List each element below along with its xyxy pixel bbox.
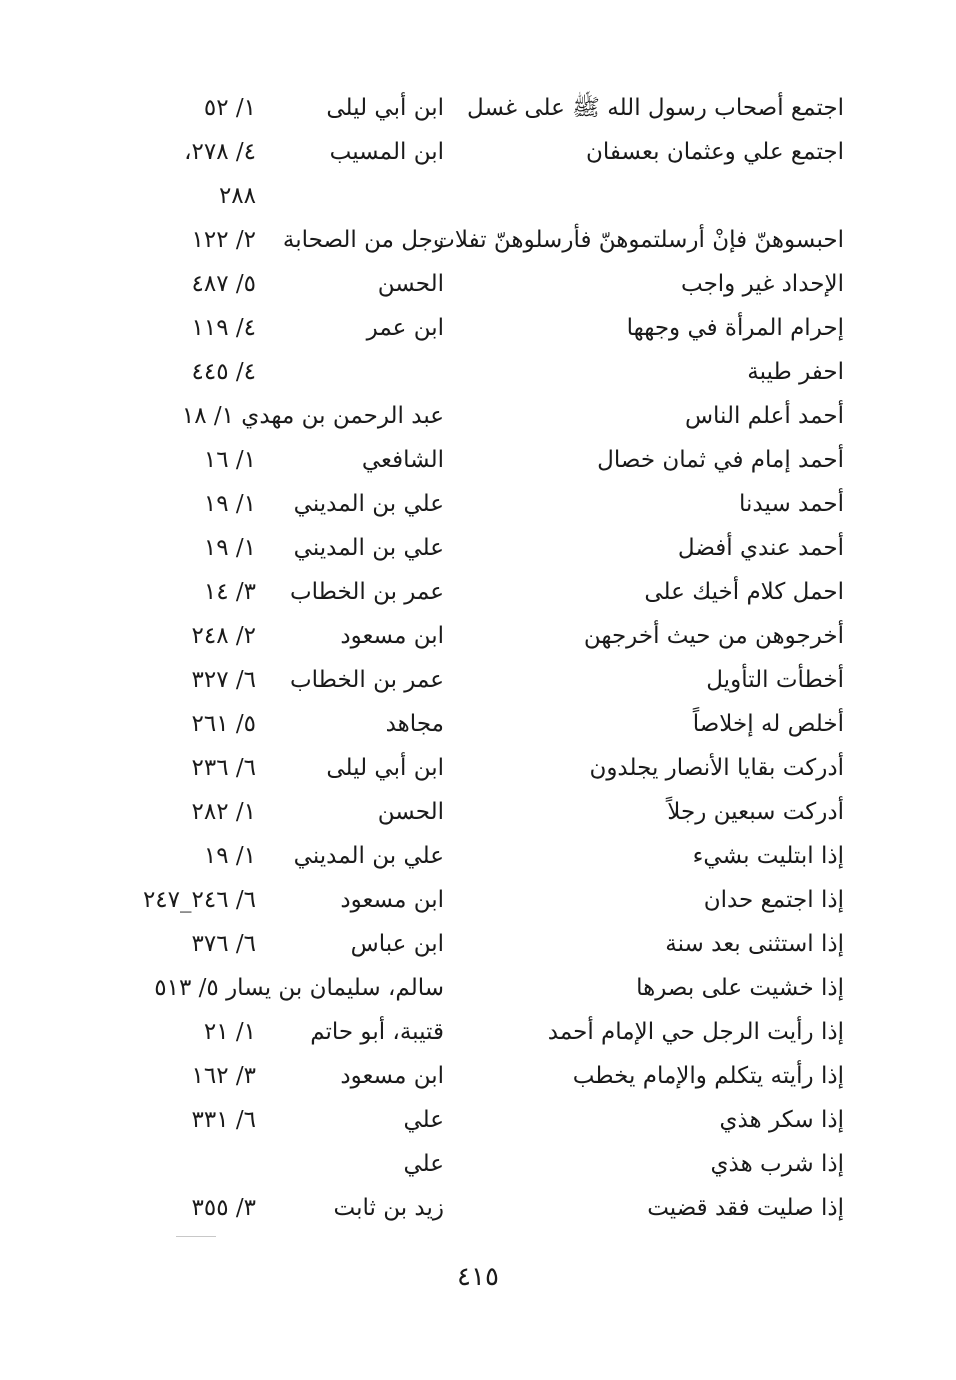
narrator: ابن مسعود xyxy=(340,887,444,913)
index-row xyxy=(0,1142,956,1186)
narrator: ابن مسعود xyxy=(340,1063,444,1089)
volume-page-reference: ٤/ ٢٧٨، xyxy=(184,139,256,165)
athar-text: أحمد سيدنا xyxy=(739,491,844,517)
volume-page-reference: ٣/ ١٤ xyxy=(203,579,256,605)
narrator: ابن أبي ليلى xyxy=(326,95,444,121)
narrator: ابن مسعود xyxy=(340,623,444,649)
index-row xyxy=(0,86,956,130)
volume-page-reference: ٦/ ٣٣١ xyxy=(191,1107,256,1133)
volume-page-reference: ٣/ ١٦٢ xyxy=(191,1063,256,1089)
narrator: عمر بن الخطاب xyxy=(289,579,444,605)
athar-text: أخطأت التأويل xyxy=(706,667,844,693)
volume-page-reference: ١/ ١٩ xyxy=(203,491,256,517)
narrator: عبد الرحمن بن مهدي ١/ ١٨ xyxy=(181,403,444,429)
volume-page-reference: ٥/ ٢٦١ xyxy=(191,711,256,737)
athar-text: إذا خشيت على بصرها xyxy=(636,975,844,1001)
narrator: ابن عباس xyxy=(350,931,444,957)
narrator: علي بن المديني xyxy=(293,535,444,561)
narrator: مجاهد xyxy=(385,711,444,737)
athar-text: أحمد إمام في ثمان خصال xyxy=(597,447,844,473)
narrator: الحسن xyxy=(377,799,444,825)
narrator: علي xyxy=(403,1151,444,1177)
narrator: الشافعي xyxy=(361,447,444,473)
volume-page-reference: ١/ ٢٨٢ xyxy=(191,799,256,825)
index-row xyxy=(0,790,956,834)
narrator: ابن أبي ليلى xyxy=(326,755,444,781)
athar-text: إذا رأيت الرجل حي الإمام أحمد xyxy=(547,1019,844,1045)
narrator: الحسن xyxy=(377,271,444,297)
volume-page-reference: ٣/ ٣٥٥ xyxy=(191,1195,256,1221)
volume-page-reference: ٦/ ٣٢٧ xyxy=(191,667,256,693)
narrator: علي بن المديني xyxy=(293,491,444,517)
index-row xyxy=(0,218,956,262)
index-row xyxy=(0,394,956,438)
footnote-divider xyxy=(176,1236,216,1237)
index-row xyxy=(0,174,956,218)
volume-page-reference: ٢/ ١٢٢ xyxy=(191,227,256,253)
narrator: علي xyxy=(403,1107,444,1133)
index-row xyxy=(0,702,956,746)
index-row xyxy=(0,1054,956,1098)
athar-text: إذا اجتمع حدان xyxy=(703,887,844,913)
narrator: علي بن المديني xyxy=(293,843,444,869)
athar-text: أدركت بقايا الأنصار يجلدون xyxy=(589,755,844,781)
index-row xyxy=(0,614,956,658)
athar-text: إحرام المرأة في وجهها xyxy=(626,315,844,341)
narrator: سالم، سليمان بن يسار ٥/ ٥١٣ xyxy=(154,975,444,1001)
narrator: زيد بن ثابت xyxy=(333,1195,444,1221)
athar-text: احبسوهنّ فإنْ أرسلتموهنّ فأرسلوهنّ تفلات xyxy=(433,227,844,253)
index-row xyxy=(0,1098,956,1142)
athar-text: أدركت سبعين رجلاً xyxy=(667,799,844,825)
index-row xyxy=(0,878,956,922)
index-row xyxy=(0,130,956,174)
athar-text: إذا سكر هذي xyxy=(719,1107,844,1133)
index-row xyxy=(0,262,956,306)
volume-page-reference: ٦/ ٣٧٦ xyxy=(191,931,256,957)
athar-text: الإحداد غير واجب xyxy=(680,271,844,297)
athar-text: إذا ابتليت بشيء xyxy=(692,843,844,869)
volume-page-reference: ١/ ١٩ xyxy=(203,843,256,869)
athar-text: احفر طيبة xyxy=(747,359,844,385)
athar-text: اجتمع أصحاب رسول الله ﷺ على غسل xyxy=(467,95,844,121)
narrator: قتيبة، أبو حاتم xyxy=(310,1019,444,1045)
volume-page-reference: ٤/ ١١٩ xyxy=(191,315,256,341)
athar-text: إذا شرب هذي xyxy=(710,1151,844,1177)
index-row xyxy=(0,570,956,614)
athar-text: أحمد أعلم الناس xyxy=(684,403,844,429)
narrator: رجل من الصحابة xyxy=(282,227,444,253)
volume-page-reference: ٦/ ٢٤٦_٢٤٧ xyxy=(142,887,256,913)
volume-page-reference: ١/ ١٩ xyxy=(203,535,256,561)
index-row xyxy=(0,1186,956,1230)
volume-page-reference: ٢٨٨ xyxy=(218,183,256,209)
index-row xyxy=(0,526,956,570)
athar-text: اجتمع علي وعثمان بعسفان xyxy=(585,139,844,165)
athar-text: أخرجوهن من حيث أخرجهن xyxy=(583,623,844,649)
athar-text: أحمد عندي أفضل xyxy=(677,535,844,561)
athar-text: إذا رأيته يتكلم والإمام يخطب xyxy=(572,1063,844,1089)
index-row xyxy=(0,438,956,482)
athar-text: إذا استثنى بعد سنة xyxy=(665,931,844,957)
index-row xyxy=(0,482,956,526)
index-row xyxy=(0,658,956,702)
volume-page-reference: ١/ ٢١ xyxy=(203,1019,256,1045)
narrator: ابن المسيب xyxy=(329,139,444,165)
volume-page-reference: ١/ ١٦ xyxy=(203,447,256,473)
index-row xyxy=(0,746,956,790)
volume-page-reference: ٥/ ٤٨٧ xyxy=(191,271,256,297)
volume-page-reference: ٢/ ٢٤٨ xyxy=(191,623,256,649)
page-number: ٤١٥ xyxy=(457,1262,499,1292)
index-row xyxy=(0,922,956,966)
index-row xyxy=(0,966,956,1010)
athar-text: إذا صليت فقد قضيت xyxy=(647,1195,844,1221)
index-row xyxy=(0,834,956,878)
narrator: عمر بن الخطاب xyxy=(289,667,444,693)
athar-text: احمل كلام أخيك على xyxy=(644,579,844,605)
index-row xyxy=(0,350,956,394)
volume-page-reference: ١/ ٥٢ xyxy=(203,95,256,121)
index-row xyxy=(0,1010,956,1054)
index-row xyxy=(0,306,956,350)
index-list xyxy=(0,86,956,1230)
narrator: ابن عمر xyxy=(366,315,444,341)
volume-page-reference: ٦/ ٢٣٦ xyxy=(191,755,256,781)
athar-text: أخلص له إخلاصاً xyxy=(692,711,844,737)
volume-page-reference: ٤/ ٤٤٥ xyxy=(191,359,256,385)
